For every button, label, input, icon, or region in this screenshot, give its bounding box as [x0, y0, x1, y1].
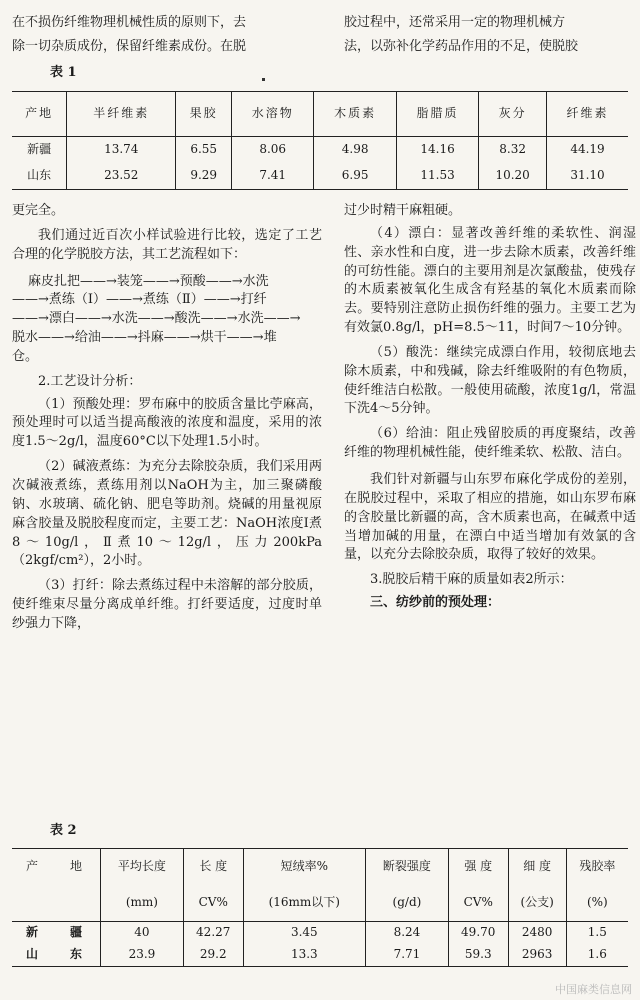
table2-header-unit: (mm)	[101, 885, 184, 922]
table2-label: 表 2	[50, 823, 77, 838]
table1-header-row	[12, 92, 628, 137]
table2-header-cell: 残胶率	[566, 849, 628, 886]
top-left-line-2: 除一切杂质成份，保留纤维素成份。在脱	[12, 39, 247, 54]
table2-cell: 7.71	[366, 944, 449, 967]
table2-cell: 2480	[508, 922, 566, 945]
print-mark	[262, 78, 265, 81]
process-flow-line-1: 麻皮扎把——→装笼——→预酸——→水洗	[28, 273, 269, 289]
process-flow-line-2: ——→煮练（Ⅰ）——→煮练（Ⅱ）——→打纤	[12, 292, 267, 308]
table2-header-cell: 平均长度	[101, 849, 184, 886]
table1-header-cell: 灰分	[479, 92, 547, 137]
table2-cell: 2963	[508, 944, 566, 967]
table2	[12, 848, 628, 967]
table2-header-unit: (公支)	[508, 885, 566, 922]
table2-cell: 40	[101, 922, 184, 945]
table2-place-a: 山	[25, 947, 38, 962]
table1-header-cell: 木质素	[314, 92, 396, 137]
table1-cell: 13.74	[67, 137, 176, 164]
process-flow-line-4: 脱水——→给油——→抖麻——→烘干——→堆	[12, 330, 277, 346]
table1-cell: 11.53	[396, 163, 478, 190]
step-5-acid-wash: （5）酸洗：继续完成漂白作用，较彻底地去除木质素，中和残碱，除去纤维吸附的有色物质，使纤维洁白松散。一般使用硫酸，浓度1g/l，常温下洗4～5分钟。	[344, 344, 636, 417]
right-paragraph-8: 3.脱胶后精干麻的质量如表2所示：	[370, 572, 573, 588]
table2-cell: 3.45	[243, 922, 365, 945]
table2-cell: 8.24	[366, 922, 449, 945]
section-heading-2: 2.工艺设计分析：	[38, 373, 142, 389]
table1-cell: 山东	[27, 168, 52, 183]
table2-cell: 1.5	[566, 922, 628, 945]
table1-cell: 8.32	[479, 137, 547, 164]
table1-cell: 7.41	[231, 163, 313, 190]
table2-header-spacer	[12, 885, 52, 922]
table2-place-b: 疆	[69, 925, 82, 940]
right-column	[344, 202, 636, 613]
table1-header-cell: 产地	[12, 92, 67, 137]
watermark: 中国麻类信息网	[555, 983, 632, 997]
left-column	[12, 202, 322, 634]
table2-header-cell: 强 度	[448, 849, 508, 886]
table1-cell: 14.16	[396, 137, 478, 164]
step-2-alkali-boil: （2）碱液煮练：为充分去除胶杂质，我们采用两次碱液煮练，煮练用剂以NaOH为主，加三聚磷酸钠、水玻璃、硫化钠、肥皂等助剂。烧碱的用量视原麻含胶量及脱胶程度而定，主要工艺：NaOH浓度Ⅰ煮8～10g/l，Ⅱ煮10～12g/l，压力200kPa（2kgf/cm²），2小时。	[12, 459, 322, 569]
left-paragraph-1: 我们通过近百次小样试验进行比较，选定了工艺合理的化学脱胶方法，其工艺流程如下：	[12, 227, 322, 262]
table1-cell: 44.19	[547, 137, 629, 164]
table2-header-place-a: 产	[25, 859, 38, 874]
table1-cell: 8.06	[231, 137, 313, 164]
table1-cell: 10.20	[479, 163, 547, 190]
process-flow-line-3: ——→漂白——→水洗——→酸洗——→水洗——→	[12, 311, 301, 327]
table2-header-unit: CV%	[183, 885, 243, 922]
table1-header-cell: 果胶	[176, 92, 232, 137]
step-4-bleaching: （4）漂白：显著改善纤维的柔软性、润湿性、亲水性和白度，进一步去除木质素，改善纤维的可纺性能。漂白的主要用剂是次氯酸盐，使残存的木质素被氧化生成含有羟基的氧化木质素而除去。要特别注意防止损伤纤维的强力。主要工艺为有效氯0.8g/l，pH=8.5～11，时间7～10分钟。	[344, 225, 636, 336]
step-6-oiling: （6）给油：阻止残留胶质的再度聚结，改善纤维的物理机械性能，使纤维柔软、松散、洁白。	[344, 426, 636, 461]
table2-header-place-b: 地	[69, 859, 82, 874]
table2-cell: 49.70	[448, 922, 508, 945]
table1-cell: 31.10	[547, 163, 629, 190]
table1-header-cell: 脂腊质	[396, 92, 478, 137]
table1-header-cell: 水溶物	[231, 92, 313, 137]
table1-row	[12, 163, 628, 190]
right-paragraph-0: 过少时精干麻粗硬。	[344, 203, 462, 218]
section-heading-3: 三、纺纱前的预处理：	[370, 595, 501, 611]
step-1-pre-acid: （1）预酸处理：罗布麻中的胶质含量比苧麻高，预处理时可以适当提高酸液的浓度和温度，采用的浓度1.5～2g/l，温度60°C以下处理1.5小时。	[12, 396, 322, 450]
table2-cell: 42.27	[183, 922, 243, 945]
table2-header-row-top	[12, 849, 628, 886]
table1-header-cell: 纤维素	[547, 92, 629, 137]
table1-cell: 6.95	[314, 163, 396, 190]
table1-row	[12, 137, 628, 164]
table1-cell: 新疆	[27, 142, 52, 157]
table1-cell: 6.55	[176, 137, 232, 164]
process-flow-line-5: 仓。	[12, 348, 39, 364]
top-right-line-1: 胶过程中，还常采用一定的物理机械方	[344, 15, 566, 30]
table1-header-cell: 半纤维素	[67, 92, 176, 137]
table1-cell: 9.29	[176, 163, 232, 190]
table2-header-cell: 细 度	[508, 849, 566, 886]
table1-cell: 4.98	[314, 137, 396, 164]
right-paragraph-7: 我们针对新疆与山东罗布麻化学成份的差别，在脱胶过程中，采取了相应的措施，如山东罗布麻的含胶量比新疆的高，含木质素也高，在碱煮中适当增加碱的用量，在漂白中适当增加有效氯的含量，以充分去除胶杂质，取得了较好的效果。	[344, 471, 636, 563]
table2-header-cell: 短绒率%	[243, 849, 365, 886]
table2-header-row-bottom	[12, 885, 628, 922]
table2-header-unit: (16mm以下)	[243, 885, 365, 922]
table1-label: 表 1	[50, 65, 77, 80]
table2-header-unit: (g/d)	[366, 885, 449, 922]
table2-cell: 23.9	[101, 944, 184, 967]
step-3-fiber-beating: （3）打纤：除去煮练过程中未溶解的部分胶质，使纤维束尽量分离成单纤维。打纤要适度，过度时单纱强力下降，	[12, 578, 322, 631]
table2-place-b: 东	[69, 947, 82, 962]
table2-cell: 1.6	[566, 944, 628, 967]
table2-row	[12, 944, 628, 967]
table2-cell: 13.3	[243, 944, 365, 967]
table2-header-cell: 断裂强度	[366, 849, 449, 886]
table1-cell: 23.52	[67, 163, 176, 190]
table1	[12, 91, 628, 190]
top-left-line-1: 在不损伤纤维物理机械性质的原则下，去	[12, 15, 247, 30]
table2-place-a: 新	[25, 925, 38, 940]
table2-header-cell: 长 度	[183, 849, 243, 886]
table2-cell: 29.2	[183, 944, 243, 967]
table2-cell: 59.3	[448, 944, 508, 967]
table2-header-unit: (%)	[566, 885, 628, 922]
left-paragraph-0: 更完全。	[12, 203, 65, 218]
table2-header-spacer	[52, 885, 101, 922]
top-right-line-2: 法，以弥补化学药品作用的不足，使脱胶	[344, 39, 579, 54]
table2-row	[12, 922, 628, 945]
table2-header-unit: CV%	[448, 885, 508, 922]
